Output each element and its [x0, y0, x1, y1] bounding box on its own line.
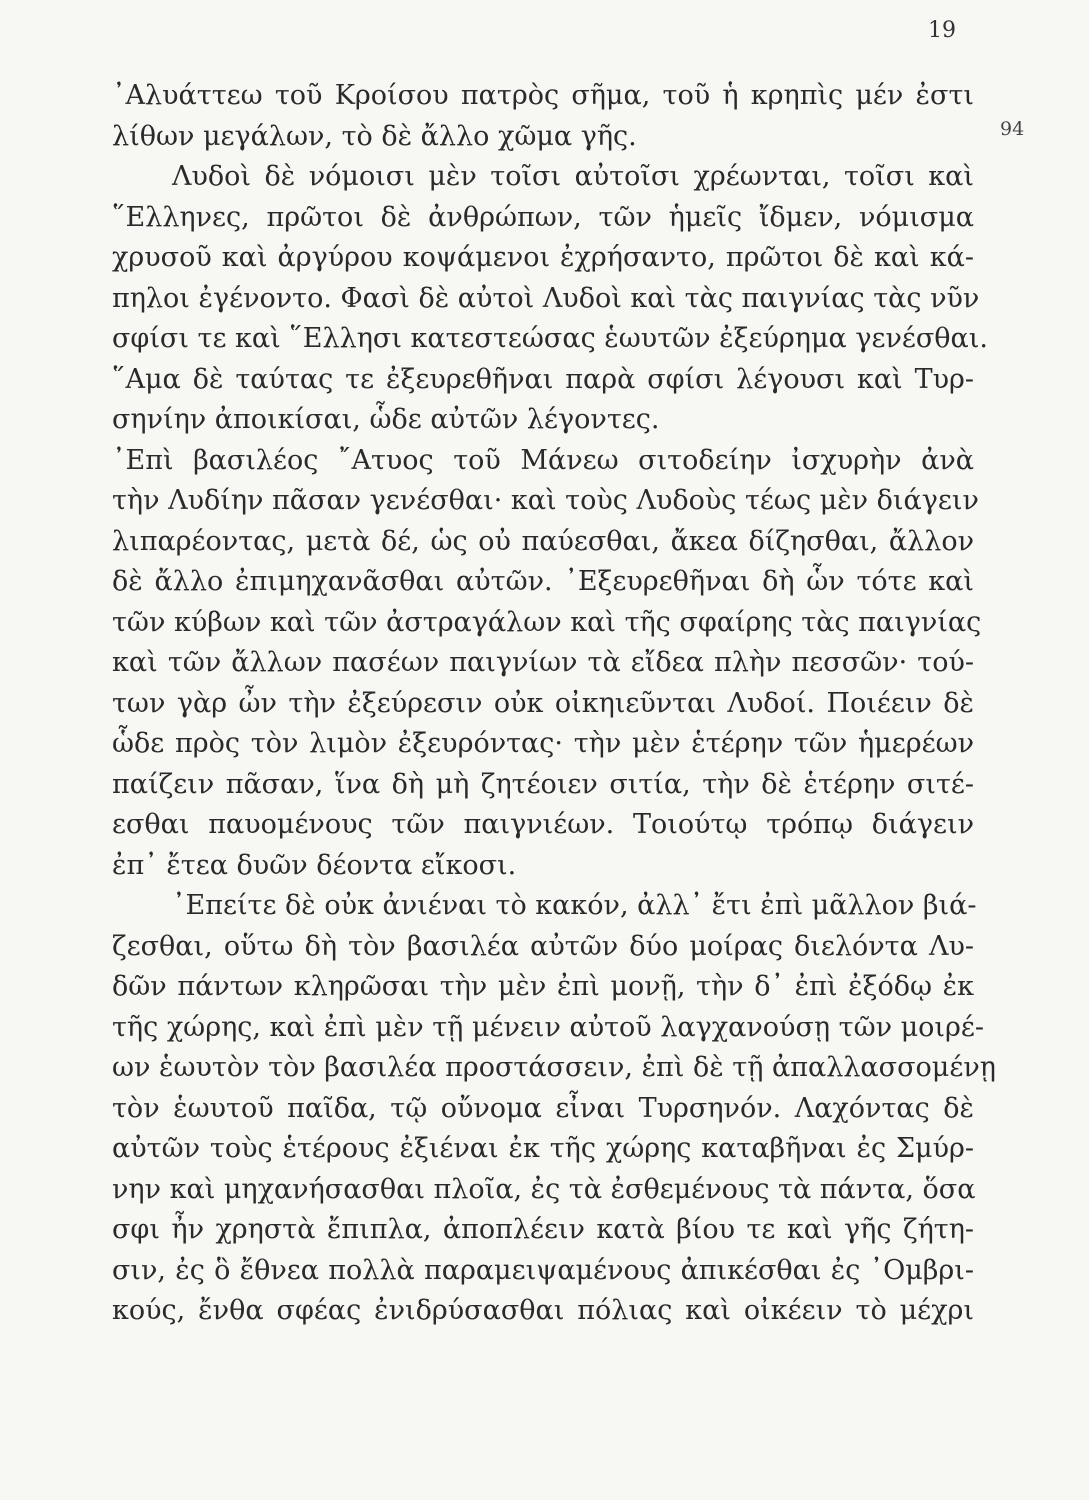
- text-line: ζεσθαι, οὕτω δὴ τὸν βασιλέα αὐτῶν δύο μοίρας διελόντα Λυ-: [112, 930, 974, 962]
- text-line: καὶ τῶν ἄλλων πασέων παιγνίων τὰ εἴδεα πλὴν πεσσῶν· τού-: [112, 647, 974, 678]
- text-line: ἐπ᾿ ἔτεα δυῶν δέοντα εἴκοσι.: [112, 849, 517, 881]
- text-line: λίθων μεγάλων, τὸ δὲ ἄλλο χῶμα γῆς.: [112, 120, 637, 152]
- text-line: τῆς χώρης, καὶ ἐπὶ μὲν τῇ μένειν αὐτοῦ λαγχανούσῃ τῶν μοιρέ-: [112, 1011, 984, 1043]
- text-line: ᾿Επὶ βασιλέος ῎Ατυος τοῦ Μάνεω σιτοδείην ἰσχυρὴν ἀνὰ: [112, 444, 974, 476]
- text-line: ῞Αμα δὲ ταύτας τε ἐξευρεθῆναι παρὰ σφίσι λέγουσι καὶ Τυρ-: [112, 363, 974, 395]
- text-line: σιν, ἐς ὃ ἔθνεα πολλὰ παραμειψαμένους ἀπικέσθαι ἐς ᾿Ομβρι-: [112, 1254, 974, 1286]
- text-line: ῞Ελληνες, πρῶτοι δὲ ἀνθρώπων, τῶν ἡμεῖς ἴδμεν, νόμισμα: [112, 201, 974, 233]
- text-line: πηλοι ἐγένοντο. Φασὶ δὲ αὐτοὶ Λυδοὶ καὶ τὰς παιγνίας τὰς νῦν: [112, 282, 980, 314]
- text-line: σφίσι τε καὶ ῞Ελλησι κατεστεώσας ἑωυτῶν ἐξεύρημα γενέσθαι.: [112, 323, 988, 354]
- text-line: τὸν ἑωυτοῦ παῖδα, τῷ οὔνομα εἶναι Τυρσηνόν. Λαχόντας δὲ: [112, 1092, 974, 1124]
- text-line: δῶν πάντων κληρῶσαι τὴν μὲν ἐπὶ μονῇ, τὴν δ᾿ ἐπὶ ἐξόδῳ ἐκ: [112, 971, 974, 1002]
- text-line: λιπαρέοντας, μετὰ δέ, ὡς οὐ παύεσθαι, ἄκεα δίζησθαι, ἄλλον: [112, 525, 974, 557]
- chapter-number-margin: 94: [1000, 118, 1025, 140]
- text-line: τῶν κύβων καὶ τῶν ἀστραγάλων καὶ τῆς σφαίρης τὰς παιγνίας: [112, 606, 982, 638]
- text-line: παίζειν πᾶσαν, ἵνα δὴ μὴ ζητέοιεν σιτία, τὴν δὲ ἑτέρην σιτέ-: [112, 768, 974, 800]
- text-line: κούς, ἔνθα σφέας ἐνιδρύσασθαι πόλιας καὶ οἰκέειν τὸ μέχρι: [112, 1295, 974, 1326]
- text-line: σηνίην ἀποικίσαι, ὧδε αὐτῶν λέγοντες.: [112, 404, 660, 435]
- text-line: των γὰρ ὦν τὴν ἐξεύρεσιν οὐκ οἰκηιεῦνται Λυδοί. Ποιέειν δὲ: [112, 687, 974, 719]
- text-line: αὐτῶν τοὺς ἑτέρους ἐξιέναι ἐκ τῆς χώρης καταβῆναι ἐς Σμύρ-: [112, 1133, 974, 1164]
- body-text: [112, 76, 996, 1332]
- text-line: Λυδοὶ δὲ νόμοισι μὲν τοῖσι αὐτοῖσι χρέωνται, τοῖσι καὶ: [172, 161, 974, 192]
- text-line: ᾿Επείτε δὲ οὐκ ἀνιέναι τὸ κακόν, ἀλλ᾿ ἔτι ἐπὶ μᾶλλον βιά-: [172, 890, 977, 921]
- text-line: σφι ἦν χρηστὰ ἔπιπλα, ἀποπλέειν κατὰ βίου τε καὶ γῆς ζήτη-: [112, 1214, 974, 1245]
- text-line: ων ἑωυτὸν τὸν βασιλέα προστάσσειν, ἐπὶ δὲ τῇ ἀπαλλασσομένῃ: [112, 1052, 996, 1083]
- text-line: εσθαι παυομένους τῶν παιγνιέων. Τοιούτῳ τρόπῳ διάγειν: [112, 809, 974, 840]
- text-line: ὧδε πρὸς τὸν λιμὸν ἐξευρόντας· τὴν μὲν ἑτέρην τῶν ἡμερέων: [112, 728, 974, 759]
- text-line: τὴν Λυδίην πᾶσαν γενέσθαι· καὶ τοὺς Λυδοὺς τέως μὲν διάγειν: [112, 485, 979, 516]
- text-line: δὲ ἄλλο ἐπιμηχανᾶσθαι αὐτῶν. ᾿Εξευρεθῆναι δὴ ὧν τότε καὶ: [112, 566, 974, 597]
- text-line: ᾿Αλυάττεω τοῦ Κροίσου πατρὸς σῆμα, τοῦ ἡ κρηπὶς μέν ἐστι: [112, 80, 974, 111]
- page-number: 19: [928, 18, 956, 43]
- text-line: νην καὶ μηχανήσασθαι πλοῖα, ἐς τὰ ἐσθεμένους τὰ πάντα, ὅσα: [112, 1173, 976, 1205]
- text-line: χρυσοῦ καὶ ἀργύρου κοψάμενοι ἐχρήσαντο, πρῶτοι δὲ καὶ κά-: [112, 242, 974, 273]
